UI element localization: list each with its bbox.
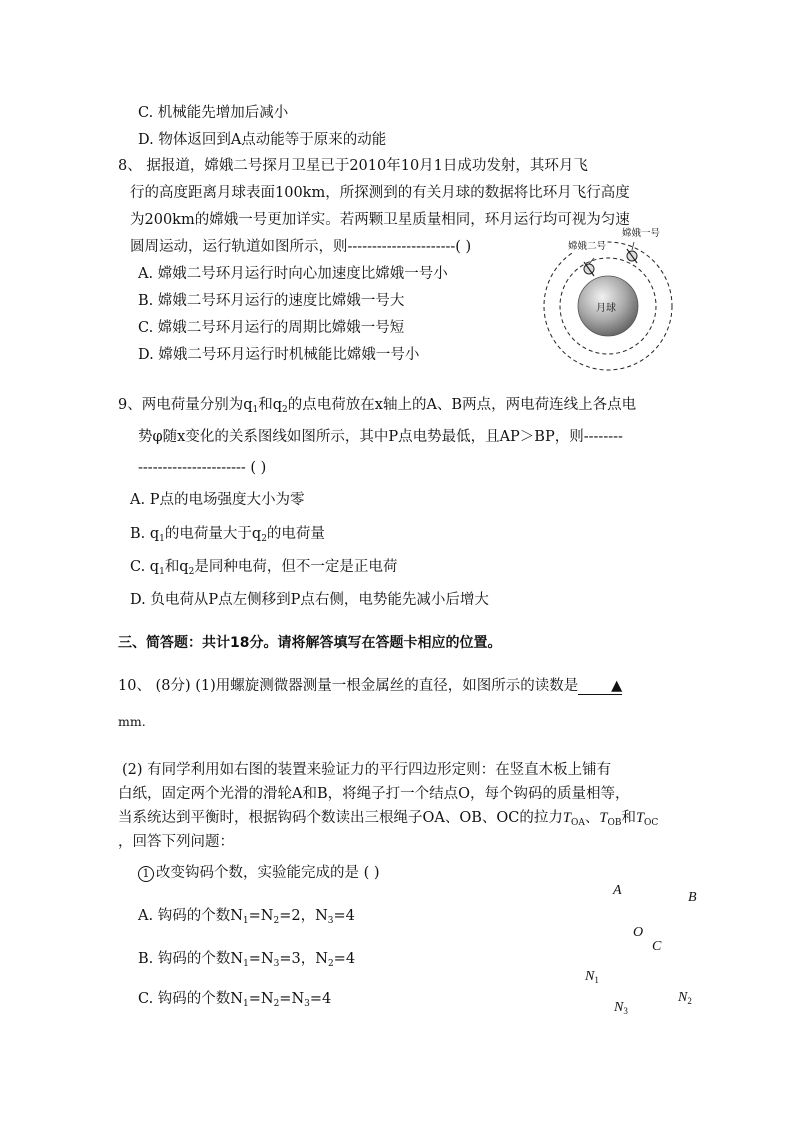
q9-stem-line2: 势φ随x变化的关系图线如图所示，其中P点电势最低，且AP＞BP，则-------- bbox=[138, 429, 623, 445]
q8-stem-line1: 8、 据报道，嫦娥二号探月卫星已于2010年10月1日成功发射，其环月飞 bbox=[118, 158, 588, 174]
pulley-label-b: B bbox=[688, 890, 697, 905]
q8-option-b: B. 嫦娥二号环月运行的速度比嫦娥一号大 bbox=[138, 293, 405, 309]
q8-option-c: C. 嫦娥二号环月运行的周期比嫦娥一号短 bbox=[138, 320, 405, 336]
q9-option-c: C. $q_1$和$q_2$是同种电荷，但不一定是正电荷 bbox=[130, 559, 398, 577]
q9-option-a: A. P点的电场强度大小为零 bbox=[130, 492, 305, 508]
rope-label-c: C bbox=[652, 939, 662, 954]
q8-stem-line3: 为200km的嫦娥一号更加详实。若两颗卫星质量相同，环月运行均可视为匀速 bbox=[130, 212, 630, 228]
q10-part2-line1: (2) 有同学利用如右图的装置来验证力的平行四边形定则：在竖直木板上铺有 bbox=[122, 762, 612, 778]
label-chang-e-2: 嫦娥二号 bbox=[568, 241, 607, 252]
pulley-label-a: A bbox=[613, 883, 622, 898]
satellite-icon-chang-e-2 bbox=[584, 262, 594, 276]
moon-label: 月球 bbox=[596, 303, 616, 314]
q8-option-a: A. 嫦娥二号环月运行时向心加速度比嫦娥一号小 bbox=[138, 266, 448, 282]
answer-blank[interactable]: ▲ bbox=[578, 679, 622, 695]
weight-label-n2: $N_2$ bbox=[678, 990, 692, 1006]
knot-label-o: O bbox=[633, 925, 644, 940]
weight-label-n1: $N_1$ bbox=[585, 969, 599, 985]
q7-option-d: D. 物体返回到A点动能等于原来的动能 bbox=[138, 132, 387, 148]
q8-option-d: D. 嫦娥二号环月运行时机械能比嫦娥一号小 bbox=[138, 347, 420, 363]
q10-part2-line3: 当系统达到平衡时，根据钩码个数读出三根绳子OA、OB、OC的拉力$T_{OA}$、$T_{OB}$和$T_{OC}$ bbox=[118, 810, 659, 828]
weight-label-n3: $N_3$ bbox=[614, 1000, 628, 1016]
q7-option-c: C. 机械能先增加后减小 bbox=[138, 105, 289, 121]
satellite-icon-chang-e-1 bbox=[627, 249, 637, 263]
q10-sub-question: 1 改变钩码个数，实验能完成的是 ( ) bbox=[138, 866, 380, 882]
q9-stem-line3: ---------------------- ( ) bbox=[138, 460, 267, 476]
q8-stem-line4: 圆周运动，运行轨道如图所示，则----------------------( ) bbox=[130, 239, 472, 255]
q10-option-a: A. 钩码的个数$N_1=N_2=2$，$N_3=4$ bbox=[138, 908, 355, 926]
label-chang-e-1: 嫦娥一号 bbox=[622, 228, 661, 239]
q10-option-b: B. 钩码的个数$N_1=N_3=3$，$N_2=4$ bbox=[138, 951, 356, 969]
q10-stem-line1: 10、 (8分) (1)用螺旋测微器测量一根金属丝的直径，如图所示的读数是 ▲ bbox=[118, 678, 623, 694]
q10-unit: mm. bbox=[118, 714, 146, 729]
q10-part2-line2: 白纸，固定两个光滑的滑轮A和B，将绳子打一个结点O，每个钩码的质量相等， bbox=[118, 786, 630, 802]
orbit-diagram bbox=[538, 236, 678, 376]
q10-option-c: C. 钩码的个数$N_1=N_2=N_3=4$ bbox=[138, 991, 332, 1009]
q9-stem-line1: 9、两电荷量分别为$q_1$和$q_2$的点电荷放在x轴上的A、B两点，两电荷连线上各点电 bbox=[118, 397, 637, 415]
q10-part2-line4: ，回答下列问题： bbox=[118, 834, 234, 850]
section-heading: 三、简答题：共计18分。请将解答填写在答题卡相应的位置。 bbox=[118, 635, 502, 651]
q9-option-b: B. $q_1$的电荷量大于$q_2$的电荷量 bbox=[130, 526, 325, 544]
circled-number: 1 bbox=[138, 866, 154, 882]
q8-stem-line2: 行的高度距离月球表面100km，所探测到的有关月球的数据将比环月飞行高度 bbox=[130, 185, 630, 201]
q9-option-d: D. 负电荷从P点左侧移到P点右侧，电势能先减小后增大 bbox=[130, 592, 489, 608]
